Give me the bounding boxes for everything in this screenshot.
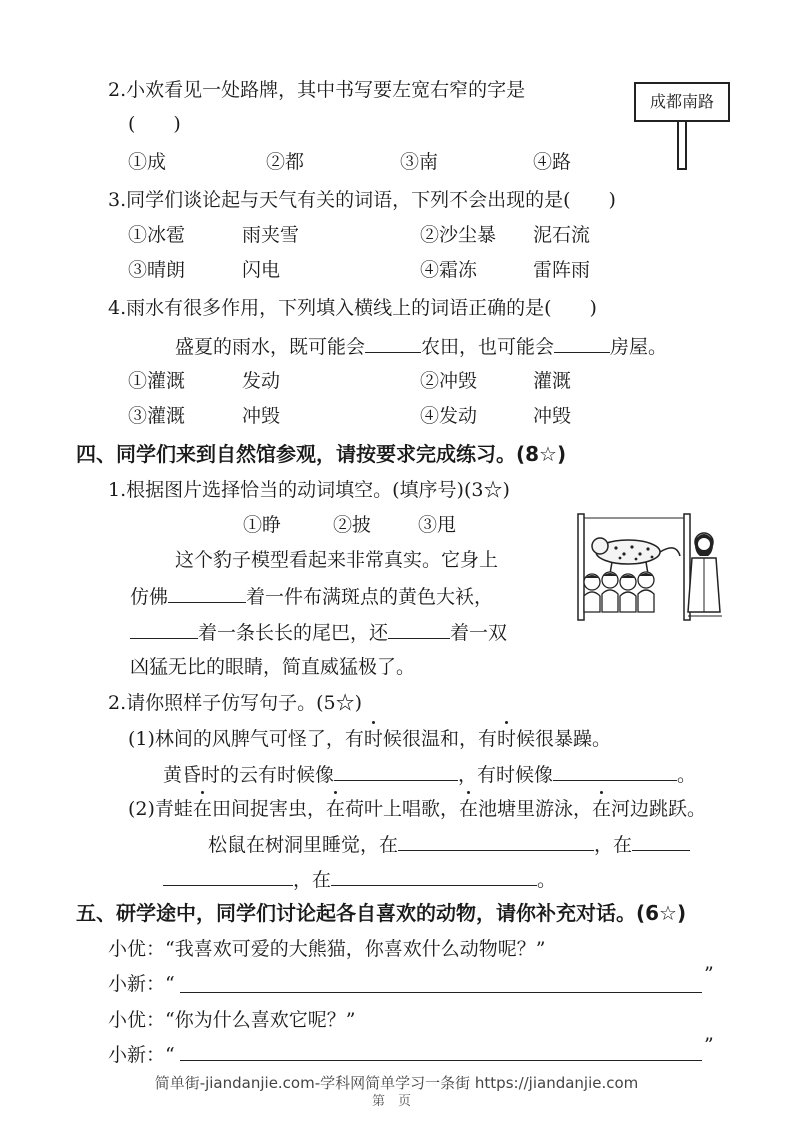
s4-ex2-ans-a: 松鼠在树洞里睡觉，在 [208,834,399,856]
section-5-title: 五、研学途中，同学们讨论起各自喜欢的动物，请你补充对话。(6☆) [76,901,687,925]
q4-sentence-a: 盛夏的雨水，既可能会 [175,336,366,358]
s5-dialog-line-1: 小优：“我喜欢可爱的大熊猫，你喜欢什么动物呢？” [108,938,546,960]
s4-ex2-a: (2)青蛙 [128,798,193,820]
s4-ex2-blank-1[interactable] [398,832,594,851]
road-sign [634,82,730,122]
s4-ex2-blank-4[interactable] [331,867,537,886]
s4-ex1-answer [163,762,696,787]
s4-ex2-sentence [128,797,706,821]
q2-option-4: ④路 [533,151,572,173]
q3-option-1: ①冰雹 [128,224,186,246]
s4-ex2-c: 田间捉害虫， [211,798,326,820]
q2-stem: 2.小欢看见一处路牌，其中书写要左宽右窄的字是 [108,79,526,101]
s4-q1-line-2b: 着一件布满斑点的黄色大袄， [246,586,494,608]
s4-ex2-ans-c: ，在 [293,869,332,891]
q3-option-3: ③晴朗 [128,259,186,281]
s4-ex1-a: (1)林间的风脾气可怪了， [128,728,345,750]
s4-ex1-e: 很暴躁。 [534,728,611,750]
q4-sentence-c: 房屋。 [610,336,668,358]
q2-option-1: ①成 [128,151,167,173]
s4-q1-line-1: 这个豹子模型看起来非常真实。它身上 [175,549,499,571]
s4-ex2-b: 在 [192,798,212,820]
q4-option-2-words: 灌溉 [533,370,572,392]
q4-sentence-b: 农田，也可能会 [421,336,555,358]
page-number: 第 页 [372,1094,412,1109]
s4-ex1-ans-c: 。 [677,764,697,786]
q3-option-4-word: 雷阵雨 [533,259,591,281]
s4-ex1-b: 有时候 [344,728,402,750]
s4-q1-blank-3[interactable] [388,620,450,639]
s5-close-quote-1: ” [704,963,714,985]
s4-q1-line-4: 凶猛无比的眼睛，简直威猛极了。 [130,656,416,678]
s4-ex1-blank-1[interactable] [334,762,458,781]
q4-option-1-words: 发动 [242,370,281,392]
q3-option-4: ④霜冻 [420,259,478,281]
s4-ex2-g: 池塘里游泳， [478,798,593,820]
s4-ex1-ans-a: 黄昏时的云有时候像 [163,764,335,786]
q4-stem: 4.雨水有很多作用，下列填入横线上的词语正确的是( ) [108,297,597,319]
road-sign-text: 成都南路 [649,92,714,111]
s4-q2-stem: 2.请你照样子仿写句子。(5☆) [108,692,363,714]
q2-option-3: ③南 [400,151,439,173]
q3-option-3-word: 闪电 [242,259,281,281]
s4-ex2-answer-line-2 [163,867,556,892]
leopard-exhibit-illustration [576,512,724,624]
s5-answer-line-1[interactable] [180,992,702,993]
section-4-title: 四、同学们来到自然馆参观，请按要求完成练习。(8☆) [76,442,567,466]
q4-option-4-words: 冲毁 [533,405,572,427]
s4-q1-blank-1[interactable] [168,584,246,603]
q4-sentence [175,334,667,359]
s4-ex2-h: 在 [592,798,612,820]
s5-dialog-line-4: 小新：“ [108,1044,175,1066]
s4-ex2-blank-2[interactable] [632,832,690,851]
q3-option-1-word: 雨夹雪 [242,224,300,246]
s4-q1-line-3 [130,620,507,645]
q4-blank-2[interactable] [554,334,610,353]
s4-q1-stem: 1.根据图片选择恰当的动词填空。(填序号)(3☆) [108,479,510,501]
s4-ex2-f: 在 [458,798,478,820]
q4-option-1: ①灌溉 [128,370,186,392]
s4-ex2-answer-line-1 [208,832,690,857]
q4-option-3-words: 冲毁 [242,405,281,427]
q4-option-3: ③灌溉 [128,405,186,427]
q4-option-2: ②冲毁 [420,370,478,392]
s4-ex2-ans-d: 。 [537,869,557,891]
s4-q1-option-1: ①睁 [243,514,282,536]
s4-q1-option-2: ②披 [333,514,372,536]
watermark-text: 简单街-jiandanjie.com-学科网简单学习一条街 https://jiandanjie.com [154,1074,639,1092]
s4-ex2-e: 荷叶上唱歌， [344,798,459,820]
s4-ex1-d: 有时候 [477,728,535,750]
s4-ex2-d: 在 [325,798,345,820]
s5-dialog-line-3: 小优：“你为什么喜欢它呢？” [108,1009,356,1031]
s4-ex1-ans-b: ，有时候像 [458,764,554,786]
s4-ex2-ans-b: ，在 [594,834,633,856]
s4-q1-blank-2[interactable] [130,620,198,639]
s4-q1-line-2 [130,584,493,609]
s4-ex1-sentence [128,727,611,751]
q3-option-2: ②沙尘暴 [420,224,497,246]
s4-q1-line-2a: 仿佛 [130,586,169,608]
q3-option-2-word: 泥石流 [533,224,591,246]
s5-answer-line-2[interactable] [180,1060,702,1061]
q4-option-4: ④发动 [420,405,478,427]
s4-ex1-c: 很温和， [401,728,478,750]
s4-ex2-blank-3[interactable] [163,867,293,886]
q4-blank-1[interactable] [365,334,421,353]
q2-answer-paren: ( ) [128,113,181,135]
s4-q1-line-3a: 着一条长长的尾巴，还 [198,622,389,644]
s5-dialog-line-2: 小新：“ [108,973,175,995]
s4-ex2-i: 河边跳跃。 [611,798,707,820]
q2-option-2: ②都 [266,151,305,173]
road-sign-post [677,122,687,170]
s4-ex1-blank-2[interactable] [553,762,677,781]
s5-close-quote-2: ” [704,1034,714,1056]
s4-q1-line-3b: 着一双 [450,622,508,644]
s4-q1-option-3: ③甩 [418,514,457,536]
q3-stem: 3.同学们谈论起与天气有关的词语，下列不会出现的是( ) [108,189,616,211]
